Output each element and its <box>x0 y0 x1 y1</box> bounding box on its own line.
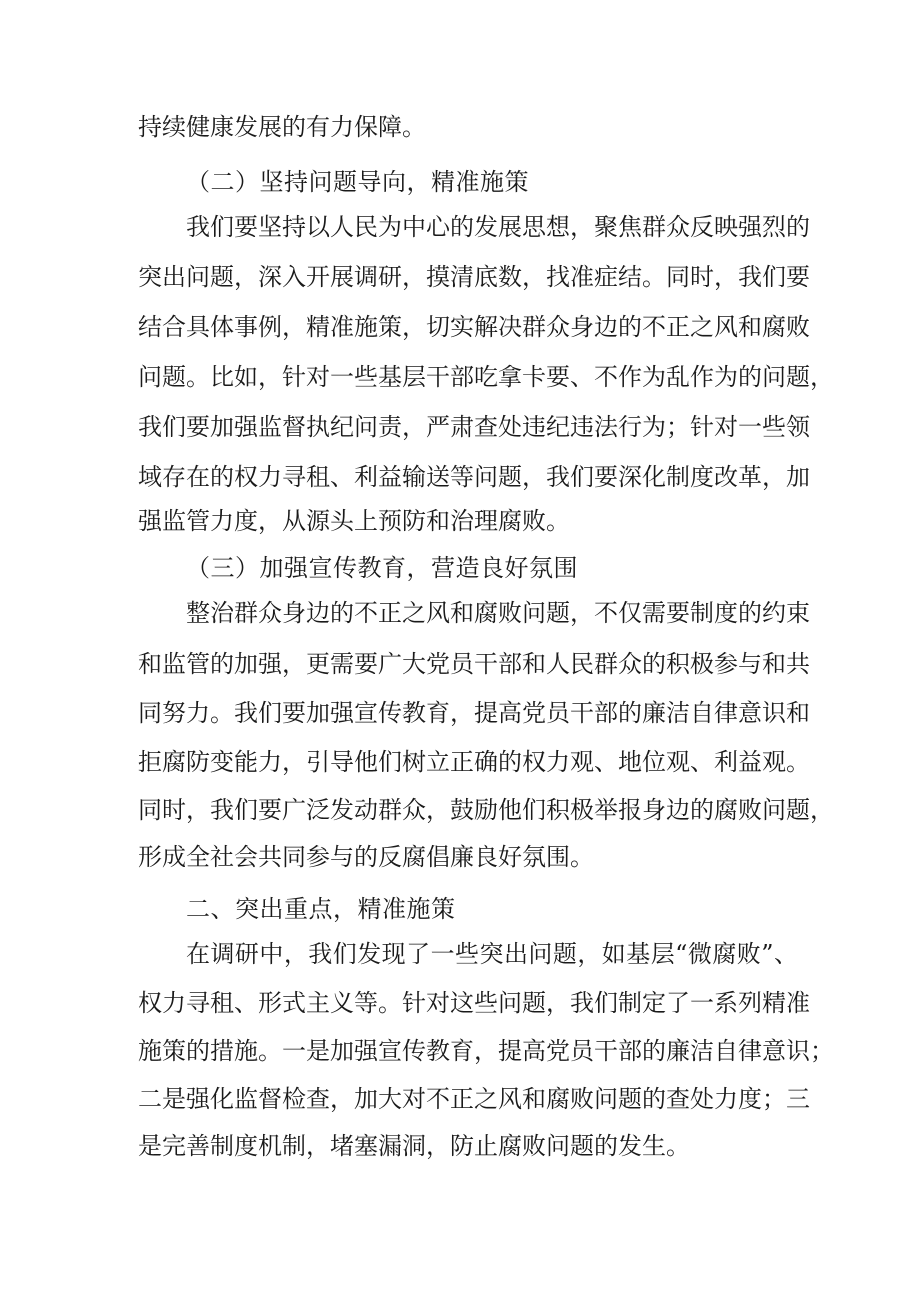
paragraph-line: 和监管的加强，更需要广大党员干部和人民群众的积极参与和共 <box>138 650 810 678</box>
paragraph-line: 整治群众身边的不正之风和腐败问题，不仅需要制度的约束 <box>186 599 810 627</box>
paragraph-line: 域存在的权力寻租、利益输送等问题，我们要深化制度改革，加 <box>138 463 810 491</box>
paragraph-line: 权力寻租、形式主义等。针对这些问题，我们制定了一系列精准 <box>138 989 810 1017</box>
paragraph-line: 施策的措施。一是加强宣传教育，提高党员干部的廉洁自律意识； <box>138 1037 834 1065</box>
paragraph-line: 强监管力度，从源头上预防和治理腐败。 <box>138 507 570 535</box>
paragraph-line: 拒腐防变能力，引导他们树立正确的权力观、地位观、利益观。 <box>138 748 810 776</box>
paragraph-line: 同努力。我们要加强宣传教育，提高党员干部的廉洁自律意识和 <box>138 699 810 727</box>
section-heading: （三）加强宣传教育，营造良好氛围 <box>186 554 578 582</box>
paragraph-line: 持续健康发展的有力保障。 <box>138 113 426 141</box>
paragraph-line: 形成全社会共同参与的反腐倡廉良好氛围。 <box>138 843 594 871</box>
paragraph-line: 同时，我们要广泛发动群众，鼓励他们积极举报身边的腐败问题， <box>138 796 834 824</box>
paragraph-line: 问题。比如，针对一些基层干部吃拿卡要、不作为乱作为的问题， <box>138 363 834 391</box>
paragraph-line: 在调研中，我们发现了一些突出问题，如基层“微腐败”、 <box>186 940 798 968</box>
paragraph-line: 结合具体事例，精准施策，切实解决群众身边的不正之风和腐败 <box>138 313 810 341</box>
paragraph-line: 是完善制度机制，堵塞漏洞，防止腐败问题的发生。 <box>138 1132 690 1160</box>
section-heading: （二）坚持问题导向，精准施策 <box>186 168 529 196</box>
paragraph-line: 二是强化监督检查，加大对不正之风和腐败问题的查处力度；三 <box>138 1085 810 1113</box>
section-heading: 二、突出重点，精准施策 <box>186 895 456 923</box>
paragraph-line: 突出问题，深入开展调研，摸清底数，找准症结。同时，我们要 <box>138 263 810 291</box>
paragraph-line: 我们要坚持以人民为中心的发展思想，聚焦群众反映强烈的 <box>186 213 810 241</box>
paragraph-line: 我们要加强监督执纪问责，严肃查处违纪违法行为；针对一些领 <box>138 413 810 441</box>
